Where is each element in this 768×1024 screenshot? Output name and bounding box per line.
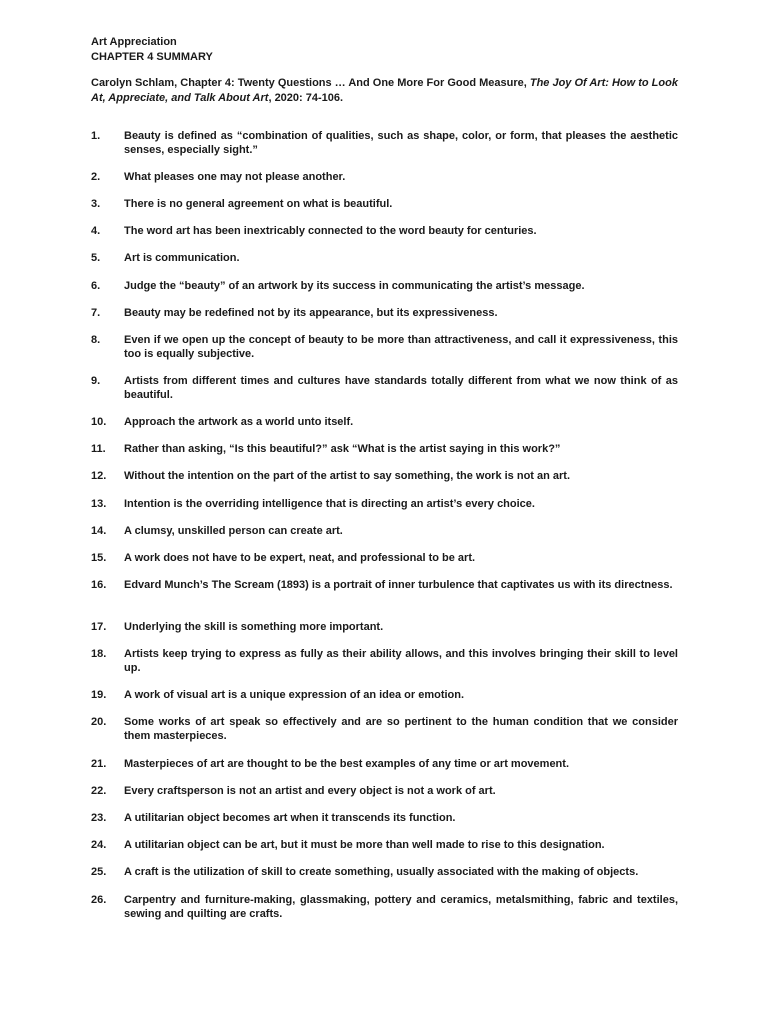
item-text: A work of visual art is a unique expression of an idea or emotion.	[124, 689, 465, 701]
item-text: Underlying the skill is something more important.	[124, 621, 384, 633]
item-text: Carpentry and furniture-making, glassmaking, pottery and ceramics, metalsmithing, fabric and textiles, sewing and quilting are crafts.	[124, 894, 678, 920]
item-number: 15.	[91, 552, 107, 564]
item-text: Beauty is defined as “combination of qualities, such as shape, color, or form, that pleases the aesthetic senses, especially sight.”	[124, 130, 678, 156]
item-number: 4.	[91, 225, 101, 237]
item-text: There is no general agreement on what is beautiful.	[124, 198, 393, 210]
item-number: 8.	[91, 334, 101, 346]
item-text: Even if we open up the concept of beauty to be more than attractiveness, and call it expressiveness, this too is equally subjective.	[124, 334, 678, 360]
item-text: Judge the “beauty” of an artwork by its success in communicating the artist’s message.	[124, 280, 585, 292]
item-text: A clumsy, unskilled person can create art.	[124, 525, 343, 537]
item-number: 7.	[91, 307, 101, 319]
item-text: Rather than asking, “Is this beautiful?” ask “What is the artist saying in this work?”	[124, 443, 561, 455]
item-text: Edvard Munch’s The Scream (1893) is a portrait of inner turbulence that captivates us with its directness.	[124, 579, 673, 591]
item-text: The word art has been inextricably connected to the word beauty for centuries.	[124, 225, 537, 237]
course-title: Art Appreciation	[91, 36, 177, 48]
item-text: A craft is the utilization of skill to create something, usually associated with the making of objects.	[124, 866, 639, 878]
item-text: What pleases one may not please another.	[124, 171, 346, 183]
item-number: 14.	[91, 525, 107, 537]
item-text: A work does not have to be expert, neat, and professional to be art.	[124, 552, 476, 564]
item-number: 17.	[91, 621, 107, 633]
source-citation	[91, 76, 691, 106]
document-header	[91, 35, 691, 65]
item-text: Every craftsperson is not an artist and every object is not a work of art.	[124, 785, 496, 797]
item-text: Beauty may be redefined not by its appearance, but its expressiveness.	[124, 307, 498, 319]
item-text: Masterpieces of art are thought to be the best examples of any time or art movement.	[124, 758, 570, 770]
item-text: Intention is the overriding intelligence that is directing an artist’s every choice.	[124, 498, 535, 510]
item-number: 18.	[91, 648, 107, 660]
item-text: A utilitarian object can be art, but it must be more than well made to rise to this designation.	[124, 839, 605, 851]
citation-book-title: The Joy Of Art: How to Look At, Appreciate, and Talk About Art	[91, 77, 678, 104]
item-text: Approach the artwork as a world unto itself.	[124, 416, 354, 428]
item-number: 21.	[91, 758, 107, 770]
item-number: 26.	[91, 894, 107, 906]
item-text: Without the intention on the part of the artist to say something, the work is not an art.	[124, 470, 571, 482]
item-number: 3.	[91, 198, 101, 210]
item-number: 2.	[91, 171, 101, 183]
chapter-subtitle: CHAPTER 4 SUMMARY	[91, 51, 213, 63]
item-number: 5.	[91, 252, 101, 264]
item-number: 10.	[91, 416, 107, 428]
citation-prefix: Carolyn Schlam, Chapter 4: Twenty Questions … And One More For Good Measure,	[91, 77, 527, 89]
item-number: 25.	[91, 866, 107, 878]
item-number: 1.	[91, 130, 101, 142]
item-number: 24.	[91, 839, 107, 851]
item-number: 13.	[91, 498, 107, 510]
item-text: Artists keep trying to express as fully as their ability allows, and this involves bringing their skill to level up.	[124, 648, 678, 674]
item-number: 19.	[91, 689, 107, 701]
item-number: 16.	[91, 579, 107, 591]
item-text: Artists from different times and cultures have standards totally different from what we now think of as beautiful.	[124, 375, 678, 401]
item-text: Some works of art speak so effectively and are so pertinent to the human condition that we consider them masterpieces.	[124, 716, 678, 742]
item-number: 20.	[91, 716, 107, 728]
item-number: 11.	[91, 443, 106, 455]
item-number: 22.	[91, 785, 107, 797]
item-number: 6.	[91, 280, 101, 292]
item-number: 23.	[91, 812, 107, 824]
item-number: 12.	[91, 470, 107, 482]
item-number: 9.	[91, 375, 101, 387]
citation-suffix: , 2020: 74-106.	[268, 92, 344, 104]
item-text: Art is communication.	[124, 252, 240, 264]
item-text: A utilitarian object becomes art when it transcends its function.	[124, 812, 456, 824]
